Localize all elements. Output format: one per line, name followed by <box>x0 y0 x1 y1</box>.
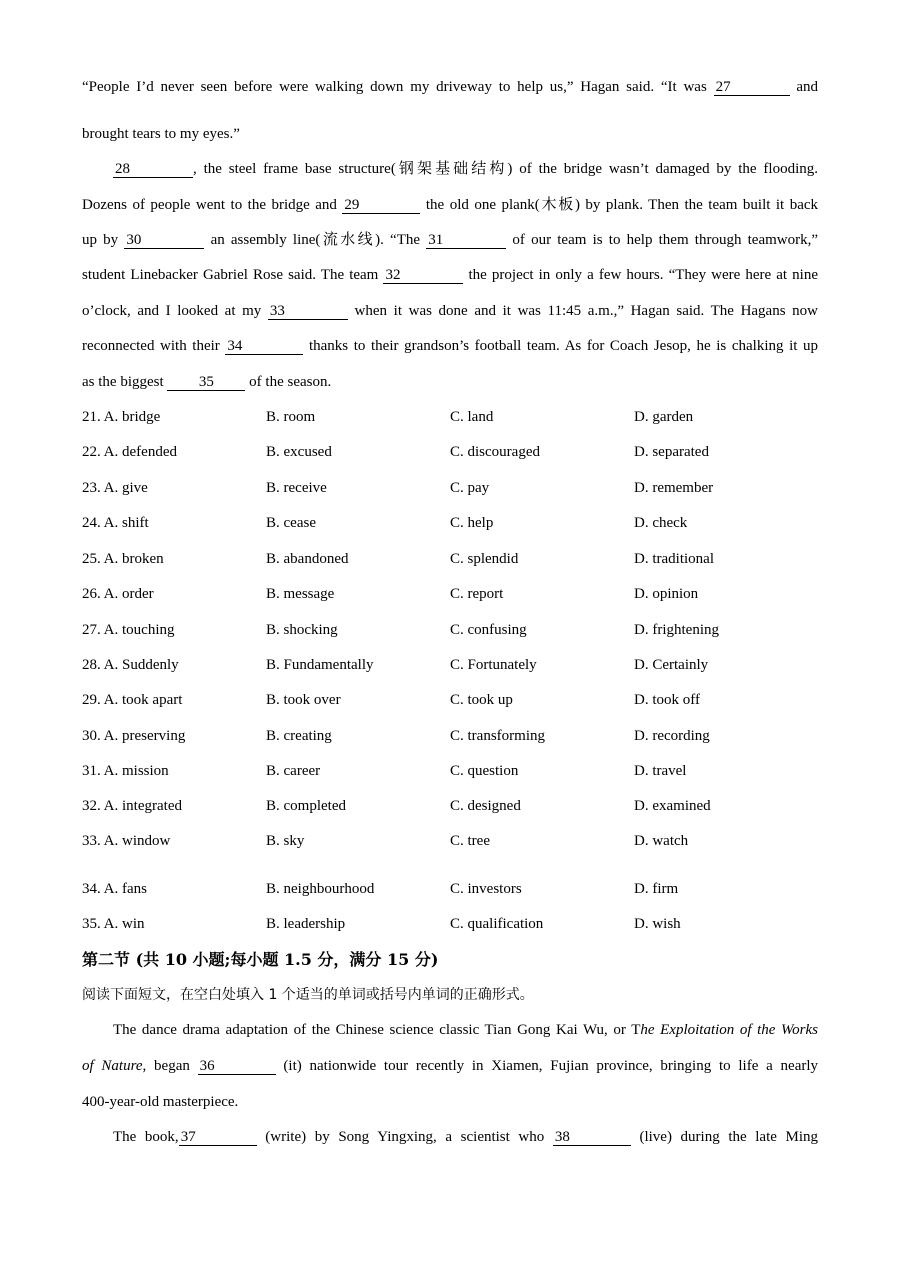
passage1-line-4 <box>82 195 818 215</box>
option-a: 27. A. touching <box>82 622 175 638</box>
text-segment: of the season. <box>249 374 332 390</box>
option-d: D. remember <box>634 480 714 496</box>
option-c: C. investors <box>450 881 522 897</box>
text-segment: , the steel frame base structure(钢架基础结构) of the bridge wasn’t damaged by the flooding. <box>193 161 818 177</box>
option-c: C. confusing <box>450 622 527 638</box>
blank-33: 33 <box>268 303 348 320</box>
option-a: 33. A. window <box>82 833 171 849</box>
option-a: 24. A. shift <box>82 515 149 531</box>
question-35-options <box>82 914 818 934</box>
option-c: C. took up <box>450 692 513 708</box>
text-segment: up by <box>82 232 119 248</box>
text-segment: student Linebacker Gabriel Rose said. The team <box>82 267 379 283</box>
option-d: D. firm <box>634 881 679 897</box>
question-31-options <box>82 761 818 781</box>
option-d: D. traditional <box>634 551 714 567</box>
option-a: 26. A. order <box>82 586 154 602</box>
text-segment: as the biggest <box>82 374 164 390</box>
question-26-options <box>82 584 818 604</box>
blank-35: 35 <box>167 374 245 391</box>
passage2-line-3: 400-year-old masterpiece. <box>82 1094 239 1110</box>
question-34-options <box>82 879 818 899</box>
passage2-line-1 <box>113 1020 818 1040</box>
option-d: D. recording <box>634 728 710 744</box>
option-d: D. travel <box>634 763 687 779</box>
text-segment: o’clock, and I looked at my <box>82 303 262 319</box>
passage2-line-4 <box>113 1127 818 1147</box>
option-b: B. took over <box>266 692 341 708</box>
blank-29: 29 <box>342 197 420 214</box>
option-c: C. splendid <box>450 551 519 567</box>
option-a: 34. A. fans <box>82 881 147 897</box>
text-segment: and <box>796 79 819 95</box>
option-b: B. shocking <box>266 622 338 638</box>
option-a: 30. A. preserving <box>82 728 186 744</box>
blank-32: 32 <box>383 267 463 284</box>
option-b: B. receive <box>266 480 327 496</box>
option-b: B. message <box>266 586 335 602</box>
option-b: B. cease <box>266 515 316 531</box>
option-d: D. garden <box>634 409 694 425</box>
question-33-options <box>82 831 818 851</box>
option-c: C. designed <box>450 798 521 814</box>
option-d: D. frightening <box>634 622 719 638</box>
text-segment: thanks to their grandson’s football team. As for Coach Jesop, he is chalking it up <box>308 338 819 354</box>
option-c: C. help <box>450 515 494 531</box>
option-a: 22. A. defended <box>82 444 177 460</box>
question-30-options <box>82 726 818 746</box>
option-a: 29. A. took apart <box>82 692 183 708</box>
passage2-line-2 <box>82 1056 818 1076</box>
text-segment: , began <box>142 1058 190 1074</box>
text-segment: the project in only a few hours. “They were here at nine <box>468 267 818 283</box>
text-segment: an assembly line(流水线). “The <box>210 232 421 248</box>
text-segment: Dozens of people went to the bridge and <box>82 197 337 213</box>
option-b: B. leadership <box>266 916 346 932</box>
blank-28: 28 <box>113 161 193 178</box>
blank-37: 37 <box>179 1129 257 1146</box>
option-a: 21. A. bridge <box>82 409 161 425</box>
option-d: D. separated <box>634 444 709 460</box>
option-b: B. neighbourhood <box>266 881 375 897</box>
option-d: D. opinion <box>634 586 699 602</box>
option-c: C. Fortunately <box>450 657 537 673</box>
option-b: B. excused <box>266 444 332 460</box>
passage1-line-6 <box>82 265 818 285</box>
option-d: D. Certainly <box>634 657 709 673</box>
option-b: B. sky <box>266 833 305 849</box>
text-segment: the old one plank(木板) by plank. Then the team built it back <box>425 197 819 213</box>
option-c: C. report <box>450 586 504 602</box>
passage1-line-8 <box>82 336 818 356</box>
blank-27: 27 <box>714 79 790 96</box>
question-23-options <box>82 478 818 498</box>
section-heading: 第二节 (共 10 小题;每小题 1.5 分，满分 15 分) <box>82 950 439 969</box>
passage1-line-1 <box>82 77 818 97</box>
section-instruction: 阅读下面短文，在空白处填入 1 个适当的单词或括号内单词的正确形式。 <box>82 987 534 1003</box>
question-28-options <box>82 655 818 675</box>
passage1-line-9 <box>82 372 818 392</box>
option-b: B. completed <box>266 798 346 814</box>
blank-30: 30 <box>124 232 204 249</box>
option-b: B. abandoned <box>266 551 349 567</box>
text-segment: “People I’d never seen before were walking down my driveway to help us,” Hagan said. “It was <box>82 79 707 95</box>
blank-31: 31 <box>426 232 506 249</box>
option-d: D. check <box>634 515 688 531</box>
text-segment: reconnected with their <box>82 338 220 354</box>
question-25-options <box>82 549 818 569</box>
option-c: C. question <box>450 763 519 779</box>
option-b: B. room <box>266 409 316 425</box>
passage1-line-7 <box>82 301 818 321</box>
option-a: 28. A. Suddenly <box>82 657 179 673</box>
passage1-line-2: brought tears to my eyes.” <box>82 126 240 142</box>
question-29-options <box>82 690 818 710</box>
text-segment: (live) during the late Ming <box>639 1129 819 1145</box>
text-segment: (it) nationwide tour recently in Xiamen, Fujian province, bringing to life a nearly <box>283 1058 819 1074</box>
option-d: D. examined <box>634 798 711 814</box>
option-b: B. creating <box>266 728 332 744</box>
option-d: D. watch <box>634 833 689 849</box>
option-d: D. took off <box>634 692 700 708</box>
blank-36: 36 <box>198 1058 276 1075</box>
italic-title: he Exploitation of the Works <box>640 1022 818 1038</box>
option-b: B. career <box>266 763 321 779</box>
option-c: C. land <box>450 409 494 425</box>
option-a: 35. A. win <box>82 916 145 932</box>
italic-title: of Nature <box>82 1058 143 1074</box>
text-segment: of our team is to help them through teamwork,” <box>512 232 819 248</box>
text-segment: The dance drama adaptation of the Chinese science classic Tian Gong Kai Wu, or T <box>113 1022 641 1038</box>
question-21-options <box>82 407 818 427</box>
blank-38: 38 <box>553 1129 631 1146</box>
option-a: 31. A. mission <box>82 763 169 779</box>
option-c: C. discouraged <box>450 444 540 460</box>
option-c: C. pay <box>450 480 490 496</box>
text-segment: when it was done and it was 11:45 a.m.,” Hagan said. The Hagans now <box>354 303 819 319</box>
blank-34: 34 <box>225 338 303 355</box>
question-27-options <box>82 620 818 640</box>
question-32-options <box>82 796 818 816</box>
passage1-line-5 <box>82 230 818 250</box>
option-a: 32. A. integrated <box>82 798 182 814</box>
text-segment: (write) by Song Yingxing, a scientist who <box>265 1129 545 1145</box>
option-c: C. qualification <box>450 916 544 932</box>
option-a: 23. A. give <box>82 480 148 496</box>
question-24-options <box>82 513 818 533</box>
option-c: C. transforming <box>450 728 545 744</box>
option-c: C. tree <box>450 833 490 849</box>
option-d: D. wish <box>634 916 681 932</box>
question-22-options <box>82 442 818 462</box>
option-a: 25. A. broken <box>82 551 164 567</box>
option-b: B. Fundamentally <box>266 657 374 673</box>
text-segment: The book, <box>113 1129 179 1145</box>
passage1-line-3 <box>113 159 818 179</box>
